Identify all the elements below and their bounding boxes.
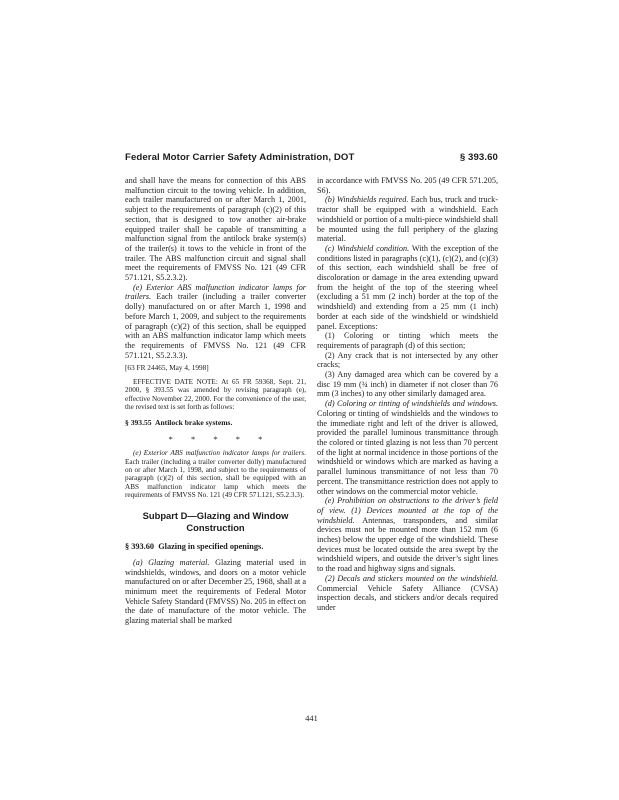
section-heading-393-60: § 393.60 Glazing in specified openings. [125,542,264,552]
header-section-number: § 393.60 [459,152,498,163]
paragraph-393-60-b [317,195,498,244]
paragraph-393-60-c2: (2) Any crack that is not intersected by any other cracks; [317,350,498,370]
paragraph-e-lead: (e) Prohibition on obstructions to the driver’s field of view. [317,496,498,515]
paragraph-393-60-c [317,244,498,331]
subpart-d-heading: Subpart D—Glazing and Window Construction [142,510,289,533]
note-paragraph-e-text: Each trailer (including a trailer converter dolly) manufactured on or after March 1, 1998, and subject to the requirements of paragraph (c)(2) of this section, shall be equipped with an ABS malfunction indicator lamp which meets the requirements of FMVSS No. 121 (49 CFR 571.121, S5.2.3.3). [125,457,306,499]
paragraph-393-60-a [125,558,306,626]
paragraph-a-continuation: in accordance with FMVSS No. 205 (49 CFR 571.205, S6). [317,176,498,195]
paragraph-393-55-e-text: Each trailer (including a trailer converter dolly) manufactured on or after March 1, 1998 and before March 1, 2009, and subject to the requirements of paragraph (c)(2) of this section, shall be equipped with an ABS malfunction indicator lamp which meets the requirements of FMVSS No. 121 (49 CFR 571.121, S5.2.3.3). [125,292,306,360]
note-paragraph-e-lead: (e) Exterior ABS malfunction indicator lamps for trailers. [133,449,306,458]
paragraph-d-text: Coloring or tinting of windshields and the windows to the immediate right and left of the driver is allowed, provided the parallel luminous transmittance through the colored or tinted glazing is not less than 70 percent of the light at normal incidence in those portions of the windshield or windows which are marked as having a parallel luminous transmittance of not less than 70 percent. The transmittance restriction does not apply to other windows on the commercial motor vehicle. [317,408,498,496]
paragraph-a-text: Glazing material used in windshields, windows, and doors on a motor vehicle manufactured on or after December 25, 1968, shall at a minimum meet the requirements of Federal Motor Vehicle Safety Standard (FMVSS) No. 205 in effect on the date of manufacture of the motor vehicle. The glazing material shall be marked [125,557,306,626]
effective-date-note-text: At 65 FR 59368, Sept. 21, 2000, § 393.55 was amended by revising paragraph (e), effective November 22, 2000. For the convenience of the user, the revised text is set forth as follows: [125,377,306,411]
paragraph-393-55-e-lead: (e) Exterior ABS malfunction indicator lamps for trailers. [125,282,306,302]
paragraph-393-60-d [317,399,498,496]
paragraph-393-60-e2 [317,574,498,613]
two-column-body [125,176,498,626]
running-header [125,152,498,163]
paragraph-e2-lead: (2) Decals and stickers mounted on the windshield. [325,573,498,583]
paragraph-abs-circuit-continuation: and shall have the means for connection of this ABS malfunction circuit to the towing vehicle. In addition, each trailer manufactured on or after March 1, 2001, subject to the requirements of paragraph (c)(2) of this section, that is designed to tow another air-brake equipped trailer shall be capable of transmitting a malfunction signal from the antilock brake system(s) of the trailer(s) it tows to the vehicle in front of the trailer. The ABS malfunction circuit and signal shall meet the requirements of FMVSS No. 121 (49 CFR 571.121, S5.2.3.2). [125,176,306,283]
paragraph-393-60-c3: (3) Any damaged area which can be covered by a disc 19 mm (¾ inch) in diameter if not closer than 76 mm (3 inches) to any other similarly damaged area. [317,370,498,399]
header-agency-title: Federal Motor Carrier Safety Administration, DOT [125,152,355,163]
paragraph-393-60-c1: (1) Coloring or tinting which meets the requirements of paragraph (d) of this section; [317,331,498,350]
page-number: 441 [305,714,318,723]
paragraph-393-55-e [125,283,306,361]
column-left [125,176,306,626]
paragraph-b-lead: (b) Windshields required. [325,195,409,205]
paragraph-393-60-e1 [317,496,498,574]
paragraph-e1-lead: (1) Devices mounted at the top of the windshield. [317,505,498,525]
paragraph-e1-text: Antennas, transponders, and similar devices must not be mounted more than 152 mm (6 inches) below the upper edge of the windshield. These devices must be located outside the area swept by the windshield wipers, and outside the driver’s sight lines to the road and highway signs and signals. [317,515,498,574]
page-content [125,152,498,626]
column-right [317,176,498,626]
note-section-heading-393-55: § 393.55 Antilock brake systems. [125,418,233,428]
paragraph-e2-text: Commercial Vehicle Safety Alliance (CVSA) inspection decals, and stickers and/or decals required under [317,583,498,612]
paragraph-a-lead: (a) Glazing material. [133,557,210,567]
effective-date-note-label: EFFECTIVE DATE NOTE: [133,377,218,386]
note-paragraph-393-55-e-revised [125,449,306,499]
paragraph-b-text: Each bus, truck and truck-tractor shall be equipped with a windshield. Each windshield or portion of a multi-piece windshield shall be mounted using the full periphery of the glazing material. [317,195,498,244]
asterisk-separator: * * * * * [168,433,263,444]
paragraph-c-text: With the exception of the conditions listed in paragraphs (c)(1), (c)(2), and (c)(3) of this section, each windshield shall be free of discoloration or damage in the area extending upward from the height of the top of the steering wheel (excluding a 51 mm (2 inch) border at the top of the windshield) and extending from a 25 mm (1 inch) border at each side of the windshield or windshield panel. Exceptions: [317,243,499,331]
effective-date-note [125,378,306,411]
paragraph-d-lead: (d) Coloring or tinting of windshields and windows. [325,399,498,409]
federal-register-citation: [63 FR 24465, May 4, 1998] [125,363,209,373]
paragraph-c-lead: (c) Windshield condition. [325,243,410,253]
